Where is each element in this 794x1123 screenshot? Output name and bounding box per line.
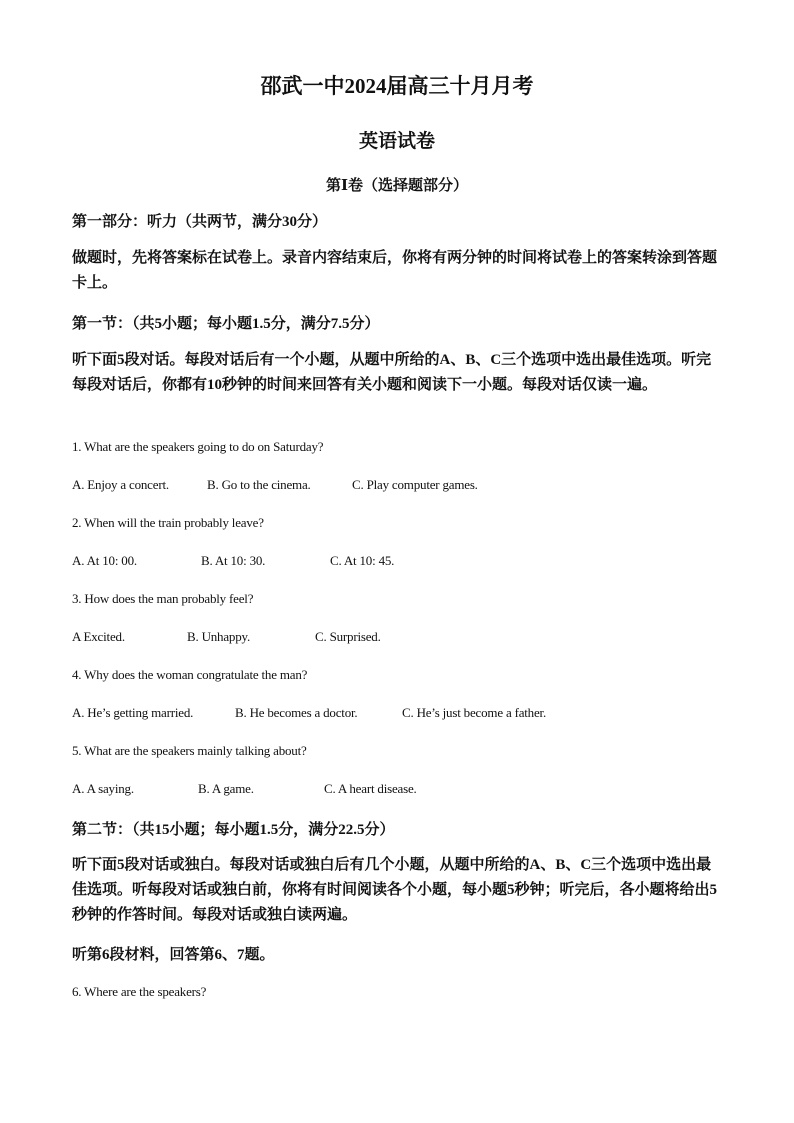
option-b[interactable]: B. A game. — [198, 781, 254, 796]
option-b[interactable]: B. Go to the cinema. — [207, 477, 311, 492]
option-b[interactable]: B. Unhappy. — [187, 629, 251, 644]
exam-subtitle: 英语试卷 — [358, 131, 435, 152]
option-c[interactable]: C. Play computer games. — [352, 477, 478, 492]
question-1-options — [72, 477, 722, 495]
option-c[interactable]: C. A heart disease. — [324, 781, 417, 796]
option-a[interactable]: A. At 10: 00. — [72, 553, 137, 568]
option-a[interactable]: A Excited. — [72, 629, 125, 644]
section2-heading: 第二节：（共15小题；每小题1.5分，满分22.5分） — [72, 822, 395, 838]
part1-instruction: 做题时，先将答案标在试卷上。录音内容结束后，你将有两分钟的时间将试卷上的答案转涂到答题卡上。 — [72, 250, 718, 291]
volume-heading: 第Ⅰ卷（选择题部分） — [325, 178, 469, 194]
section1-instruction: 听下面5段对话。每段对话后有一个小题，从题中所给的A、B、C三个选项中选出最佳选项。听完每段对话后，你都有10秒钟的时间来回答有关小题和阅读下一小题。每段对话仅读一遍。 — [72, 352, 712, 393]
question-4-options — [72, 705, 722, 723]
question-5-options — [72, 781, 722, 799]
question-4-stem: 4. Why does the woman congratulate the man? — [72, 667, 308, 682]
option-a[interactable]: A. A saying. — [72, 781, 134, 796]
question-2-stem: 2. When will the train probably leave? — [72, 515, 264, 530]
option-c[interactable]: C. At 10: 45. — [330, 553, 395, 568]
question-1-stem: 1. What are the speakers going to do on Saturday? — [72, 439, 324, 454]
section1-heading: 第一节：（共5小题；每小题1.5分，满分7.5分） — [72, 316, 380, 332]
option-b[interactable]: B. At 10: 30. — [201, 553, 266, 568]
option-a[interactable]: A. He’s getting married. — [72, 705, 194, 720]
question-2-options — [72, 553, 722, 571]
option-c[interactable]: C. Surprised. — [315, 629, 381, 644]
question-6-stem: 6. Where are the speakers? — [72, 984, 207, 999]
part1-heading: 第一部分：听力（共两节，满分30分） — [72, 214, 328, 230]
question-3-options — [72, 629, 722, 647]
option-a[interactable]: A. Enjoy a concert. — [72, 477, 169, 492]
option-b[interactable]: B. He becomes a doctor. — [235, 705, 358, 720]
section2-instruction: 听下面5段对话或独白。每段对话或独白后有几个小题，从题中所给的A、B、C三个选项中选出最佳选项。听每段对话或独白前，你将有时间阅读各个小题，每小题5秒钟；听完后，各小题将给出5秒钟的作答时间。每段对话或独白读两遍。 — [72, 857, 718, 923]
material-6-heading: 听第6段材料，回答第6、7题。 — [72, 947, 275, 963]
question-3-stem: 3. How does the man probably feel? — [72, 591, 254, 606]
exam-title: 邵武一中2024届高三十月月考 — [260, 74, 534, 98]
question-5-stem: 5. What are the speakers mainly talking about? — [72, 743, 307, 758]
option-c[interactable]: C. He’s just become a father. — [402, 705, 547, 720]
